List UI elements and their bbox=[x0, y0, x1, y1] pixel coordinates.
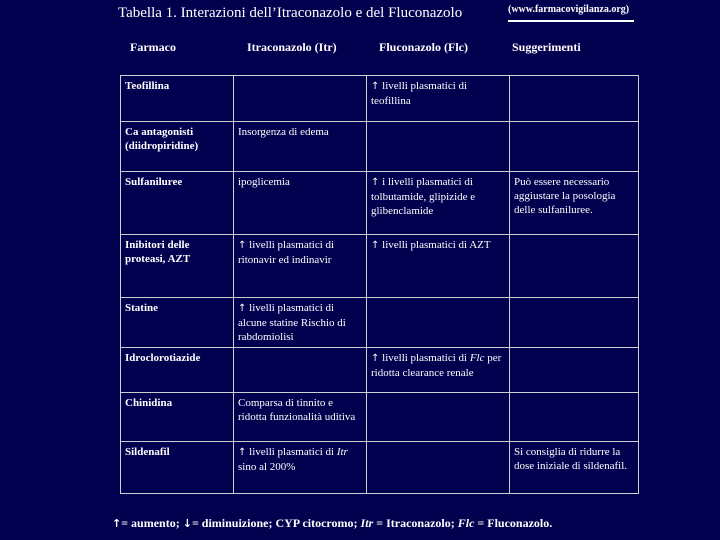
cell-fluconazolo bbox=[367, 122, 510, 172]
cell-itraconazolo bbox=[234, 235, 367, 298]
table-row bbox=[121, 442, 639, 494]
cell-text: i livelli plasmatici di tolbutamide, glipizide e glibenclamide bbox=[371, 176, 476, 217]
arrow-up-icon: ↑ bbox=[371, 81, 380, 92]
cell-text: livelli plasmatici di AZT bbox=[382, 239, 491, 251]
cell-suggerimenti: Può essere necessario aggiustare la posologia delle sulfaniluree. bbox=[510, 172, 639, 235]
cell-itraconazolo bbox=[234, 298, 367, 348]
cell-itraconazolo bbox=[234, 442, 367, 494]
cell-farmaco: Statine bbox=[121, 298, 234, 348]
cell-itraconazolo: Comparsa di tinnito e ridotta funzionalità uditiva bbox=[234, 393, 367, 442]
cell-text: livelli plasmatici di alcune statine Rischio di rabdomiolisi bbox=[238, 302, 346, 343]
cell-suggerimenti bbox=[510, 393, 639, 442]
table-row bbox=[121, 235, 639, 298]
cell-fluconazolo bbox=[367, 348, 510, 393]
arrow-up-icon: ↑ bbox=[238, 240, 247, 251]
cell-text: livelli plasmatici di ritonavir ed indinavir bbox=[238, 239, 335, 266]
cell-suggerimenti bbox=[510, 235, 639, 298]
arrow-down-icon: ↓ bbox=[182, 517, 192, 530]
cell-fluconazolo bbox=[367, 235, 510, 298]
table-row bbox=[121, 122, 639, 172]
table-title: Tabella 1. Interazioni dell’Itraconazolo e del Fluconazolo bbox=[118, 5, 463, 21]
interactions-table bbox=[120, 75, 639, 494]
header-fluconazolo: Fluconazolo (Flc) bbox=[379, 40, 468, 54]
legend-itr-abbr: Itr bbox=[360, 516, 374, 530]
cell-text: sino al 200% bbox=[238, 461, 296, 473]
cell-fluconazolo bbox=[367, 76, 510, 122]
cell-text: livelli plasmatici di bbox=[382, 352, 468, 364]
cell-text: per ridotta clearance renale bbox=[371, 352, 502, 379]
cell-fluconazolo bbox=[367, 172, 510, 235]
legend-itr-text: = Itraconazolo; bbox=[376, 516, 455, 530]
cell-suggerimenti: Si consiglia di ridurre la dose iniziale di sildenafil. bbox=[510, 442, 639, 494]
arrow-up-icon: ↑ bbox=[238, 303, 247, 314]
header-farmaco: Farmaco bbox=[130, 40, 176, 54]
legend bbox=[112, 516, 552, 531]
table-row bbox=[121, 348, 639, 393]
source-link[interactable]: (www.farmacovigilanza.org) bbox=[508, 4, 630, 15]
cell-farmaco: Idroclorotiazide bbox=[121, 348, 234, 393]
table-row bbox=[121, 172, 639, 235]
cell-farmaco: Inibitori delle proteasi, AZT bbox=[121, 235, 234, 298]
cell-suggerimenti bbox=[510, 122, 639, 172]
legend-flc-abbr: Flc bbox=[457, 516, 475, 530]
arrow-up-icon: ↑ bbox=[371, 177, 380, 188]
table-row bbox=[121, 76, 639, 122]
cell-text: livelli plasmatici di bbox=[249, 446, 335, 458]
cell-itraconazolo: ipoglicemia bbox=[234, 172, 367, 235]
cell-farmaco: Sildenafil bbox=[121, 442, 234, 494]
itr-abbr: Itr bbox=[336, 446, 348, 458]
header-suggerimenti: Suggerimenti bbox=[512, 40, 581, 54]
cell-suggerimenti bbox=[510, 348, 639, 393]
cell-suggerimenti bbox=[510, 76, 639, 122]
arrow-up-icon: ↑ bbox=[112, 517, 122, 530]
legend-flc-text: = Fluconazolo. bbox=[477, 516, 553, 530]
arrow-up-icon: ↑ bbox=[371, 240, 380, 251]
flc-abbr: Flc bbox=[469, 352, 485, 364]
cell-farmaco: Teofillina bbox=[121, 76, 234, 122]
cell-itraconazolo bbox=[234, 76, 367, 122]
table-row bbox=[121, 298, 639, 348]
cell-itraconazolo bbox=[234, 348, 367, 393]
cell-farmaco: Chinidina bbox=[121, 393, 234, 442]
arrow-up-icon: ↑ bbox=[238, 447, 247, 458]
cell-farmaco: Sulfaniluree bbox=[121, 172, 234, 235]
cell-farmaco: Ca antagonisti (diidropiridine) bbox=[121, 122, 234, 172]
cell-itraconazolo: Insorgenza di edema bbox=[234, 122, 367, 172]
legend-up-text: = aumento; bbox=[121, 516, 180, 530]
arrow-up-icon: ↑ bbox=[371, 353, 380, 364]
table-row bbox=[121, 393, 639, 442]
cell-text: livelli plasmatici di teofillina bbox=[371, 80, 468, 107]
cell-suggerimenti bbox=[510, 298, 639, 348]
legend-down-text: = diminuizione; CYP citocromo; bbox=[191, 516, 358, 530]
source-underline bbox=[508, 20, 634, 22]
cell-fluconazolo bbox=[367, 442, 510, 494]
cell-fluconazolo bbox=[367, 298, 510, 348]
cell-fluconazolo bbox=[367, 393, 510, 442]
header-itraconazolo: Itraconazolo (Itr) bbox=[247, 40, 337, 54]
